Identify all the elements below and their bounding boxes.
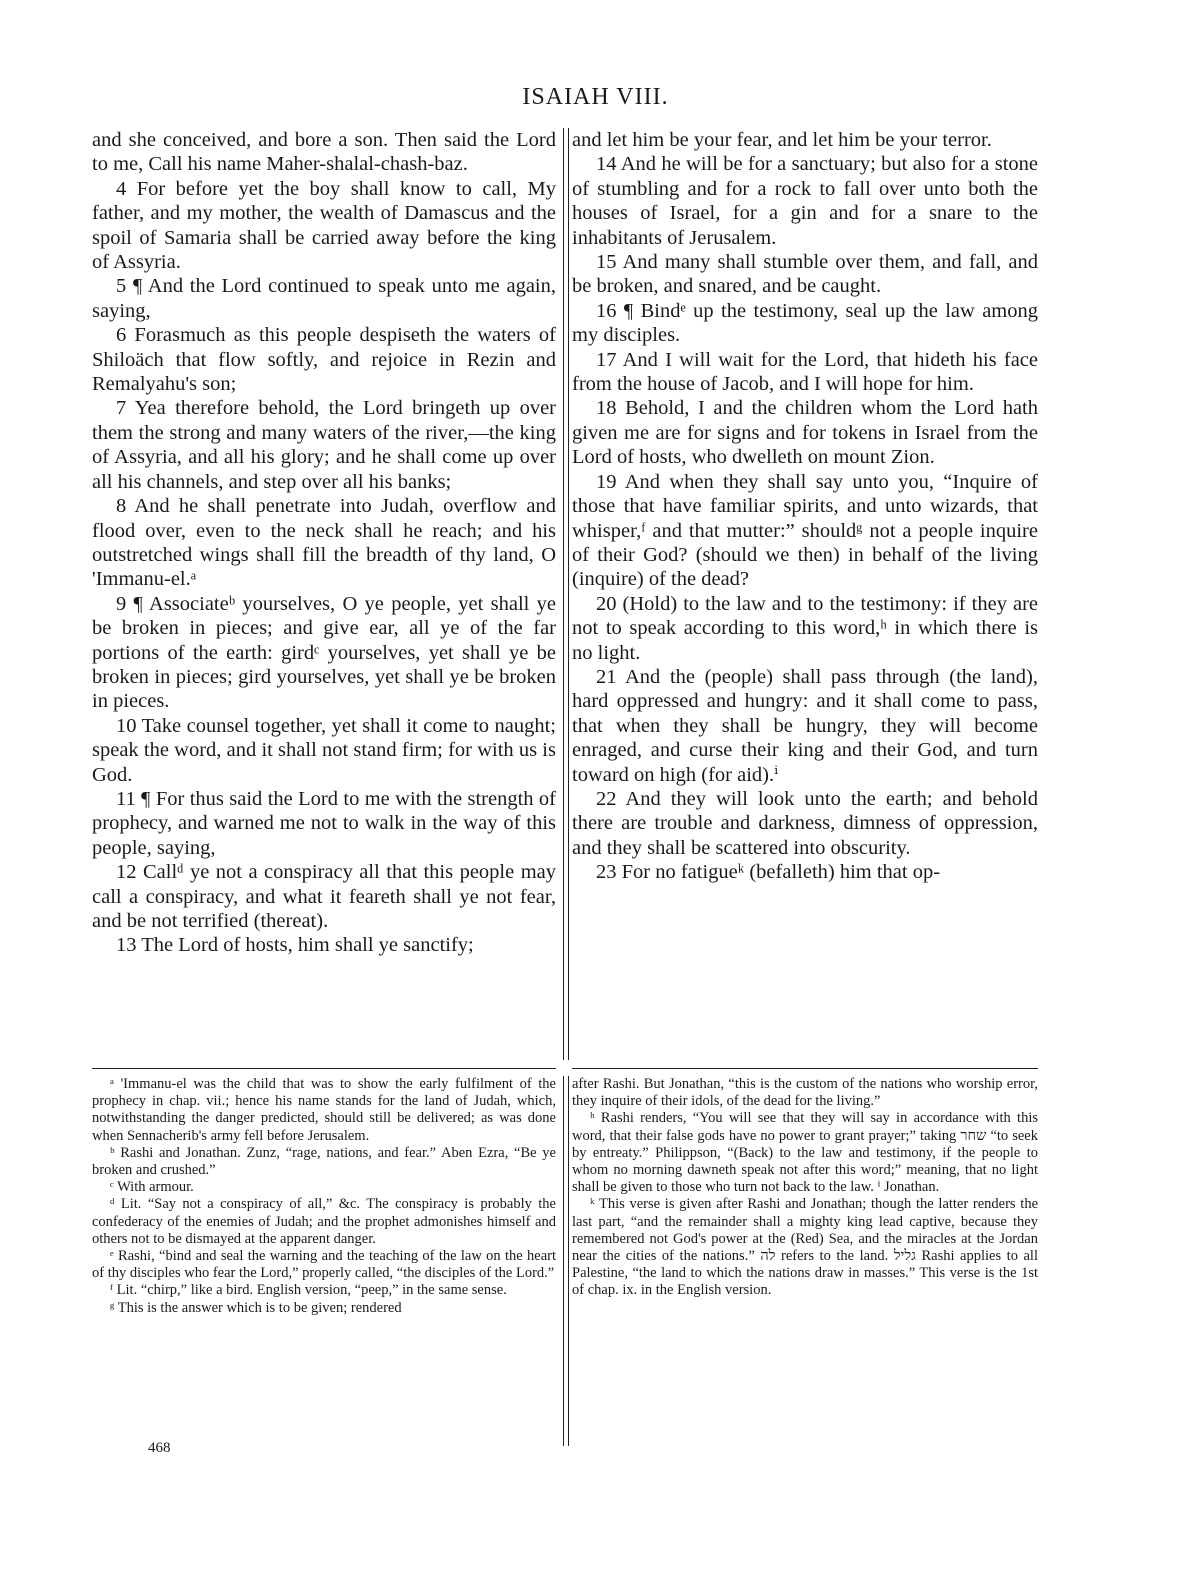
- footnote: after Rashi. But Jonathan, “this is the custom of the nations who worship error, they inquire of their idols, of the dead for the living.”: [572, 1076, 1038, 1110]
- verse-paragraph: 20 (Hold) to the law and to the testimony: if they are not to speak according to this word,ʰ in which there is no light.: [572, 592, 1038, 664]
- verse-paragraph: 15 And many shall stumble over them, and fall, and be broken, and snared, and be caught.: [572, 251, 1038, 298]
- footnote: ᶠ Lit. “chirp,” like a bird. English version, “peep,” in the same sense.: [110, 1282, 507, 1299]
- verse-paragraph: 5 ¶ And the Lord continued to speak unto me again, saying,: [92, 275, 556, 322]
- footnote: ᵃ 'Immanu-el was the child that was to show the early fulfilment of the prophecy in chap. vii.; hence his name stands for the land of Judah, which, notwithstanding the danger predicted, should still be delivered; as was done when Sennacherib's army fell before Jerusalem.: [92, 1076, 556, 1144]
- footnote-rule-left: [92, 1068, 556, 1069]
- page-number: 468: [148, 1440, 171, 1456]
- verse-paragraph: 22 And they will look unto the earth; and behold there are trouble and darkness, dimness of oppression, and they shall be scattered into obscurity.: [572, 787, 1038, 859]
- verse-paragraph: 17 And I will wait for the Lord, that hideth his face from the house of Jacob, and I will hope for him.: [572, 348, 1038, 396]
- footnote-column-divider: [563, 1076, 569, 1446]
- verse-paragraph: 23 For no fatigueᵏ (befalleth) him that op-: [596, 861, 941, 884]
- footnote: ᵏ This verse is given after Rashi and Jonathan; though the latter renders the last part, “and the remainder shall a mighty king lead captive, because they remembered not God's power at the (Red) Sea, and the miracles at the Jordan near the cities of the nations.” לה refers to the land. גליל Rashi applies to all Palestine, “the land to which the nations draw in masses.” This verse is the 1st of chap. ix. in the English version.: [572, 1196, 1038, 1299]
- footnote: ᵈ Lit. “Say not a conspiracy of all,” &c. The conspiracy is probably the confederacy of the enemies of Judah; and the prophet admonishes himself and others not to be dismayed at the apparent danger.: [92, 1196, 556, 1247]
- footnote-rule-right: [572, 1068, 1038, 1069]
- verse-paragraph: and let him be your fear, and let him be your terror.: [572, 129, 992, 151]
- verse-paragraph: 11 ¶ For thus said the Lord to me with the strength of prophecy, and warned me not to walk in the way of this people, saying,: [92, 787, 556, 859]
- verse-paragraph: 4 For before yet the boy shall know to call, My father, and my mother, the wealth of Damascus and the spoil of Samaria shall be carried away before the king of Assyria.: [92, 177, 556, 274]
- left-text-column: [92, 128, 556, 958]
- verse-paragraph: 6 Forasmuch as this people despiseth the waters of Shiloäch that flow softly, and rejoice in Rezin and Remalyahu's son;: [92, 324, 556, 396]
- footnotes-left: [92, 1076, 556, 1317]
- footnote: ʰ Rashi renders, “You will see that they will say in accordance with this word, that their false gods have no power to grant prayer;” taking שחר “to seek by entreaty.” Philippson, “(Back) to the law and testimony, if the people to whom no morning dawneth speak not after this word;” meaning, that no light shall be given to those who turn not back to the law. ⁱ Jonathan.: [572, 1110, 1038, 1196]
- verse-paragraph: and she conceived, and bore a son. Then said the Lord to me, Call his name Maher-shalal-chash-baz.: [92, 129, 556, 176]
- verse-paragraph: 14 And he will be for a sanctuary; but also for a stone of stumbling and for a rock to fall over unto both the houses of Israel, for a gin and for a snare to the inhabitants of Jerusalem.: [572, 153, 1038, 249]
- verse-paragraph: 19 And when they shall say unto you, “Inquire of those that have familiar spirits, and unto wizards, that whisper,ᶠ and that mutter:” shouldᵍ not a people inquire of their God? (should we then) in behalf of the living (inquire) of the dead?: [572, 470, 1038, 591]
- footnote: ᶜ With armour.: [110, 1179, 194, 1196]
- footnote: ᵇ Rashi and Jonathan. Zunz, “rage, nations, and fear.” Aben Ezra, “Be ye broken and crushed.”: [92, 1144, 556, 1179]
- verse-paragraph: 21 And the (people) shall pass through (the land), hard oppressed and hungry: and it shall come to pass, that when they shall be hungry, they will become enraged, and curse their king and their God, and turn toward on high (for aid).ⁱ: [572, 665, 1038, 786]
- footnote: ᵉ Rashi, “bind and seal the warning and the teaching of the law on the heart of thy disciples who fear the Lord,” properly called, “the disciples of the Lord.”: [92, 1248, 556, 1282]
- verse-paragraph: 8 And he shall penetrate into Judah, overflow and flood over, even to the neck shall he reach; and his outstretched wings shall fill the breadth of thy land, O 'Immanu-el.ᵃ: [92, 495, 556, 591]
- footnotes-right: [572, 1076, 1038, 1300]
- verse-paragraph: 12 Callᵈ ye not a conspiracy all that this people may call a conspiracy, and what it feareth shall ye not fear, and be not terrified (thereat).: [92, 861, 556, 932]
- footnote: ᵍ This is the answer which is to be given; rendered: [110, 1299, 402, 1316]
- column-divider: [563, 128, 569, 1060]
- verse-paragraph: 16 ¶ Bindᵉ up the testimony, seal up the law among my disciples.: [572, 299, 1038, 347]
- page-title: ISAIAH VIII.: [522, 84, 669, 110]
- verse-paragraph: 10 Take counsel together, yet shall it come to naught; speak the word, and it shall not stand firm; for with us is God.: [92, 714, 556, 786]
- verse-paragraph: 9 ¶ Associateᵇ yourselves, O ye people, yet shall ye be broken in pieces; and give ear, all ye of the far portions of the earth: girdᶜ yourselves, yet shall ye be broken in pieces; gird yourselves, yet shall ye be broken in pieces.: [92, 592, 556, 713]
- verse-paragraph: 7 Yea therefore behold, the Lord bringeth up over them the strong and many waters of the river,—the king of Assyria, and all his glory; and he shall come up over all his channels, and step over all his banks;: [92, 397, 556, 493]
- right-text-column: [572, 128, 1038, 885]
- verse-paragraph: 18 Behold, I and the children whom the Lord hath given me are for signs and for tokens in Israel from the Lord of hosts, who dwelleth on mount Zion.: [572, 397, 1038, 469]
- verse-paragraph: 13 The Lord of hosts, him shall ye sanctify;: [116, 934, 474, 957]
